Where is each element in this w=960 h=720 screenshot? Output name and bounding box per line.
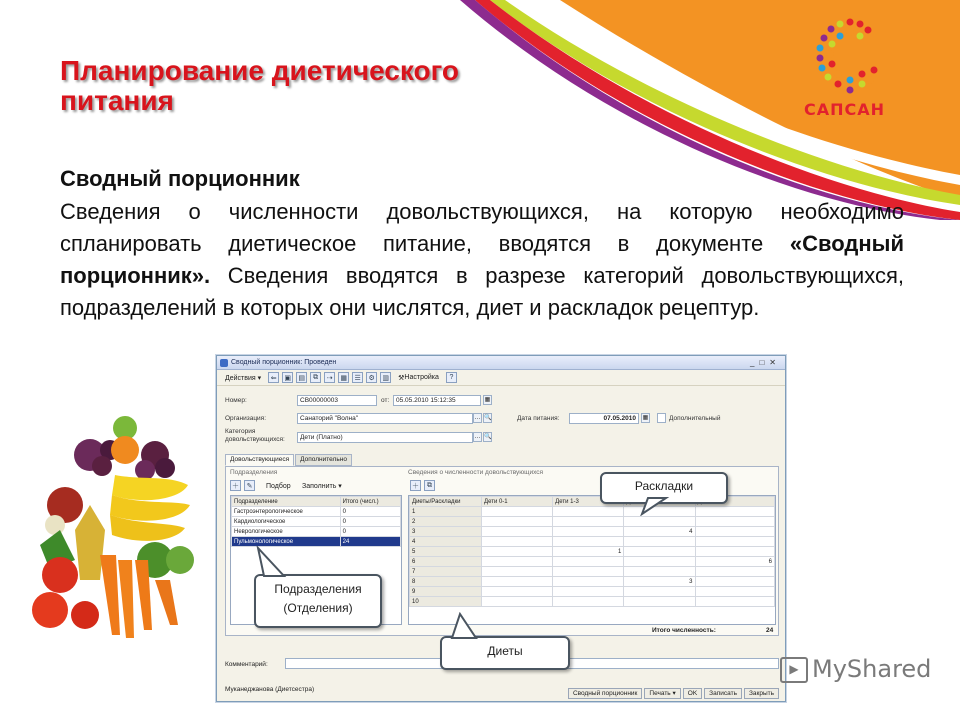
feed-date-field[interactable]: 07.05.2010 <box>569 413 639 424</box>
department-total: 0 <box>340 527 400 537</box>
departments-header-row <box>232 497 401 507</box>
cell[interactable] <box>553 527 624 537</box>
table-row[interactable] <box>232 517 401 527</box>
category-label-2: довольствующихся: <box>225 436 285 443</box>
feed-calendar-icon[interactable]: ▦ <box>642 415 649 421</box>
table-row[interactable] <box>232 507 401 517</box>
callout-raskladki: Раскладки <box>600 472 728 504</box>
diet-number: 8 <box>410 577 482 587</box>
window-icon <box>220 359 228 367</box>
cell[interactable] <box>482 557 553 567</box>
left-section-title: Подразделения <box>230 469 278 476</box>
tab-bar <box>225 454 353 466</box>
department-total: 24 <box>340 537 400 547</box>
body-part-2: Сведения вводятся в разрезе категорий довольствующихся, подразделений в которых они числятся, диет и раскладок рецептур. <box>60 263 904 320</box>
cell[interactable] <box>624 587 695 597</box>
cell[interactable] <box>553 587 624 597</box>
organization-label: Организация: <box>225 415 267 422</box>
settings-icon: ⚒ <box>398 374 405 382</box>
author-label: Муканеджанова (Диетсестра) <box>225 686 315 693</box>
diets-grid <box>408 495 776 625</box>
list-icon[interactable]: ☰ <box>352 372 363 383</box>
table-row[interactable] <box>410 597 775 607</box>
comment-label: Комментарий: <box>225 661 268 668</box>
callout-podrazdeleniya <box>254 574 382 628</box>
diet-number: 4 <box>410 537 482 547</box>
table-row[interactable] <box>410 557 775 567</box>
cell[interactable] <box>482 537 553 547</box>
date-from-label: от: <box>381 397 390 404</box>
report-icon[interactable]: ▦ <box>338 372 349 383</box>
column-header[interactable]: Итого (числ.) <box>340 497 400 507</box>
cell[interactable] <box>553 507 624 517</box>
cell[interactable] <box>553 537 624 547</box>
move-icon[interactable]: ⇢ <box>324 372 335 383</box>
department-name: Кардиологическое <box>232 517 341 527</box>
table-row[interactable] <box>410 567 775 577</box>
right-add-icon[interactable]: ＋ <box>410 480 421 491</box>
diet-number: 9 <box>410 587 482 597</box>
table-row[interactable] <box>232 527 401 537</box>
cell[interactable] <box>482 507 553 517</box>
post-icon[interactable]: ▤ <box>296 372 307 383</box>
cell[interactable]: 1 <box>553 547 624 557</box>
edit-row-icon[interactable]: ✎ <box>244 480 255 491</box>
logo-text: САПСАН <box>804 100 886 119</box>
total-label: Итого численность: <box>652 627 716 634</box>
slide-title: Планирование диетического питания <box>60 55 459 116</box>
diet-number: 6 <box>410 557 482 567</box>
cell[interactable] <box>553 567 624 577</box>
feed-date-label: Дата питания: <box>517 415 560 422</box>
write-button[interactable]: Записать <box>704 688 742 699</box>
cell[interactable] <box>482 597 553 607</box>
date-field[interactable]: 05.05.2010 15:12:35 <box>393 395 481 406</box>
cell[interactable] <box>695 507 774 517</box>
diet-number: 10 <box>410 597 482 607</box>
cell[interactable] <box>695 567 774 577</box>
cell[interactable] <box>695 517 774 527</box>
body-part-1: Сведения о численности довольствующихся, на которую необходимо спланировать диетическое питание, вводятся в документе <box>60 199 904 256</box>
footer-buttons <box>568 688 779 699</box>
actions-menu[interactable]: Действия ▾ <box>225 374 262 382</box>
tab-dopolnitelno[interactable]: Дополнительно <box>295 454 352 466</box>
number-field[interactable]: СВ00000003 <box>297 395 377 406</box>
window-title: Сводный порционник: Проведен <box>231 359 337 366</box>
cell[interactable] <box>482 577 553 587</box>
callout-pointer <box>446 612 506 640</box>
help-icon[interactable]: ? <box>446 372 457 383</box>
column-header[interactable]: Дети 0-1 <box>482 497 553 507</box>
window-controls[interactable]: _□✕ <box>750 358 781 367</box>
department-total: 0 <box>340 507 400 517</box>
select-button[interactable]: … <box>474 415 481 421</box>
column-header[interactable]: Диеты/Раскладки <box>410 497 482 507</box>
category-label-1: Категория <box>225 428 256 435</box>
watermark-text: MyShared <box>812 655 932 683</box>
department-total: 0 <box>340 517 400 527</box>
tab-dovolstvuyushchiesya[interactable]: Довольствующиеся <box>225 454 294 466</box>
cell[interactable] <box>624 597 695 607</box>
cell[interactable] <box>553 597 624 607</box>
callout-pointer <box>640 496 700 516</box>
cell[interactable] <box>482 567 553 577</box>
back-icon[interactable]: ⇐ <box>268 372 279 383</box>
diet-number: 3 <box>410 527 482 537</box>
callout-diety: Диеты <box>440 636 570 670</box>
fill-button[interactable]: Заполнить ▾ <box>302 483 342 490</box>
cell[interactable]: 3 <box>624 577 695 587</box>
cell[interactable] <box>695 577 774 587</box>
watermark <box>780 655 931 683</box>
ok-button[interactable]: OK <box>683 688 702 699</box>
cell[interactable] <box>624 547 695 557</box>
settings-button[interactable] <box>394 372 443 384</box>
diet-number: 1 <box>410 507 482 517</box>
chart-icon[interactable]: ▥ <box>380 372 391 383</box>
cell[interactable] <box>553 577 624 587</box>
table-row[interactable] <box>410 537 775 547</box>
callout-podrazdeleniya-line1: Подразделения <box>274 582 362 596</box>
department-name: Пульмонологическое <box>232 537 341 547</box>
myshared-icon: ▶ <box>780 657 808 683</box>
cell[interactable]: 6 <box>695 557 774 567</box>
organization-field[interactable]: Санаторий "Волна" <box>297 413 473 424</box>
extra-checkbox[interactable] <box>657 413 666 423</box>
cell[interactable] <box>695 527 774 537</box>
add-row-icon[interactable]: ＋ <box>230 480 241 491</box>
settings-label: Настройка <box>404 374 439 381</box>
cell[interactable] <box>482 587 553 597</box>
copy-icon[interactable]: ⧉ <box>310 372 321 383</box>
cell[interactable] <box>695 597 774 607</box>
cell[interactable] <box>695 587 774 597</box>
cell[interactable] <box>553 557 624 567</box>
structure-icon[interactable]: ⚙ <box>366 372 377 383</box>
right-section-title: Сведения о численности довольствующихся <box>408 469 544 476</box>
cell[interactable] <box>624 517 695 527</box>
table-row[interactable] <box>410 507 775 517</box>
table-row[interactable] <box>410 527 775 537</box>
department-name: Гастроэнтерологическое <box>232 507 341 517</box>
table-row[interactable] <box>410 517 775 527</box>
cell[interactable] <box>624 567 695 577</box>
table-row[interactable] <box>410 577 775 587</box>
category-field[interactable]: Дети (Платно) <box>297 432 473 443</box>
cell[interactable] <box>482 517 553 527</box>
cell[interactable] <box>482 547 553 557</box>
calendar-icon[interactable]: ▦ <box>484 397 491 403</box>
cell[interactable] <box>553 517 624 527</box>
close-button[interactable]: Закрыть <box>744 688 779 699</box>
cell[interactable] <box>695 537 774 547</box>
category-select-button[interactable]: … <box>474 434 481 440</box>
callout-pointer <box>256 546 316 578</box>
pick-button[interactable]: Подбор <box>266 482 291 490</box>
print-button[interactable]: Печать ▾ <box>644 688 680 699</box>
window-titlebar <box>217 356 785 370</box>
extra-label: Дополнительный <box>669 415 721 422</box>
cell[interactable]: 4 <box>624 527 695 537</box>
fruits-vegetables-image <box>30 410 200 640</box>
open-icon[interactable]: 🔍 <box>484 415 492 421</box>
table-row[interactable] <box>410 587 775 597</box>
right-copy-icon[interactable]: ⧉ <box>424 480 435 491</box>
column-header[interactable]: Дети 1-3 <box>553 497 624 507</box>
number-label: Номер: <box>225 397 247 404</box>
cell[interactable] <box>695 547 774 557</box>
diet-number: 5 <box>410 547 482 557</box>
table-row-selected[interactable] <box>232 537 401 547</box>
diet-number: 2 <box>410 517 482 527</box>
slide-subtitle: Сводный порционник <box>60 166 300 191</box>
column-header[interactable]: Подразделение <box>232 497 341 507</box>
slide-body <box>60 196 904 324</box>
department-name: Неврологическое <box>232 527 341 537</box>
diet-number: 7 <box>410 567 482 577</box>
save-icon[interactable]: ▣ <box>282 372 293 383</box>
table-row[interactable] <box>410 547 775 557</box>
window-toolbar <box>217 370 785 386</box>
summary-print-button[interactable]: Сводный порционник <box>568 688 642 699</box>
body-bold: «Сводный порционник». <box>60 231 904 288</box>
cell[interactable] <box>624 557 695 567</box>
total-value: 24 <box>766 627 774 634</box>
cell[interactable] <box>624 537 695 547</box>
cell[interactable] <box>482 527 553 537</box>
category-open-icon[interactable]: 🔍 <box>484 434 492 440</box>
callout-podrazdeleniya-line2: (Отделения) <box>283 601 353 615</box>
